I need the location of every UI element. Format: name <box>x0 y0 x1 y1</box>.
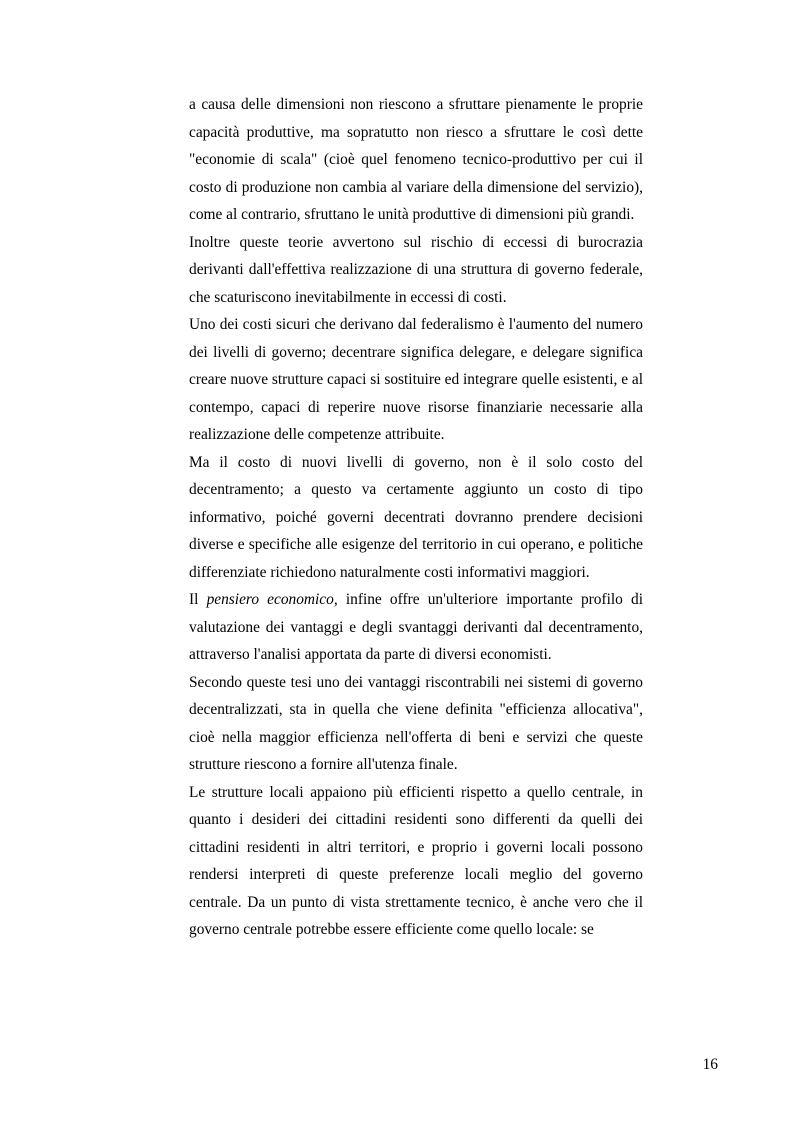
paragraph-rest: infine offre un'ulteriore importante profilo di valutazione dei vantaggi e degli svantaggi derivanti dal decentramento, attraverso l'analisi apportata da parte di diversi economisti. <box>189 591 644 663</box>
paragraph: Ma il costo di nuovi livelli di governo, non è il solo costo del decentramento; a questo va certamente aggiunto un costo di tipo informativo, poiché governi decentrati dovranno prendere decisioni diverse e specifiche alle esigenze del territorio in cui operano, e politiche differenziate richiedono naturalmente costi informativi maggiori. <box>189 453 643 581</box>
paragraph: Uno dei costi sicuri che derivano dal federalismo è l'aumento del numero dei livelli di governo; decentrare significa delegare, e delegare significa creare nuove strutture capaci si sostituire ed integrare quelle esistenti, e al contempo, capaci di reperire nuove risorse finanziarie necessarie alla realizzazione delle competenze attribuite. <box>189 316 643 443</box>
paragraph-lead: Il <box>189 591 207 608</box>
paragraph: Inoltre queste teorie avvertono sul rischio di eccessi di burocrazia derivanti dall'effettiva realizzazione di una struttura di governo federale, che scaturiscono inevitabilmente in eccessi di costi. <box>189 233 643 306</box>
paragraph: a causa delle dimensioni non riescono a sfruttare pienamente le proprie capacità produttive, ma sopratutto non riesco a sfruttare le così dette "economie di scala" (cioè quel fenomeno tecnico-produttivo per cui il costo di produzione non cambia al variare della dimensione del servizio), come al contrario, sfruttano le unità produttive di dimensioni più grandi. <box>189 96 643 223</box>
page-body <box>189 91 643 944</box>
paragraph <box>189 586 643 669</box>
paragraph: Le strutture locali appaiono più efficienti rispetto a quello centrale, in quanto i desideri dei cittadini residenti sono differenti da quelli dei cittadini residenti in altri territori, e proprio i governi locali possono rendersi interpreti di queste preferenze locali meglio del governo centrale. Da un punto di vista strettamente tecnico, è anche vero che il governo centrale potrebbe essere efficiente come quello locale: se <box>189 783 643 938</box>
emphasized-term: pensiero economico, <box>206 591 338 608</box>
paragraph: Secondo queste tesi uno dei vantaggi riscontrabili nei sistemi di governo decentralizzati, sta in quella che viene definita "efficienza allocativa", cioè nella maggior efficienza nell'offerta di beni e servizi che queste strutture riescono a fornire all'utenza finale. <box>189 673 643 773</box>
page-number: 16 <box>702 1056 718 1073</box>
